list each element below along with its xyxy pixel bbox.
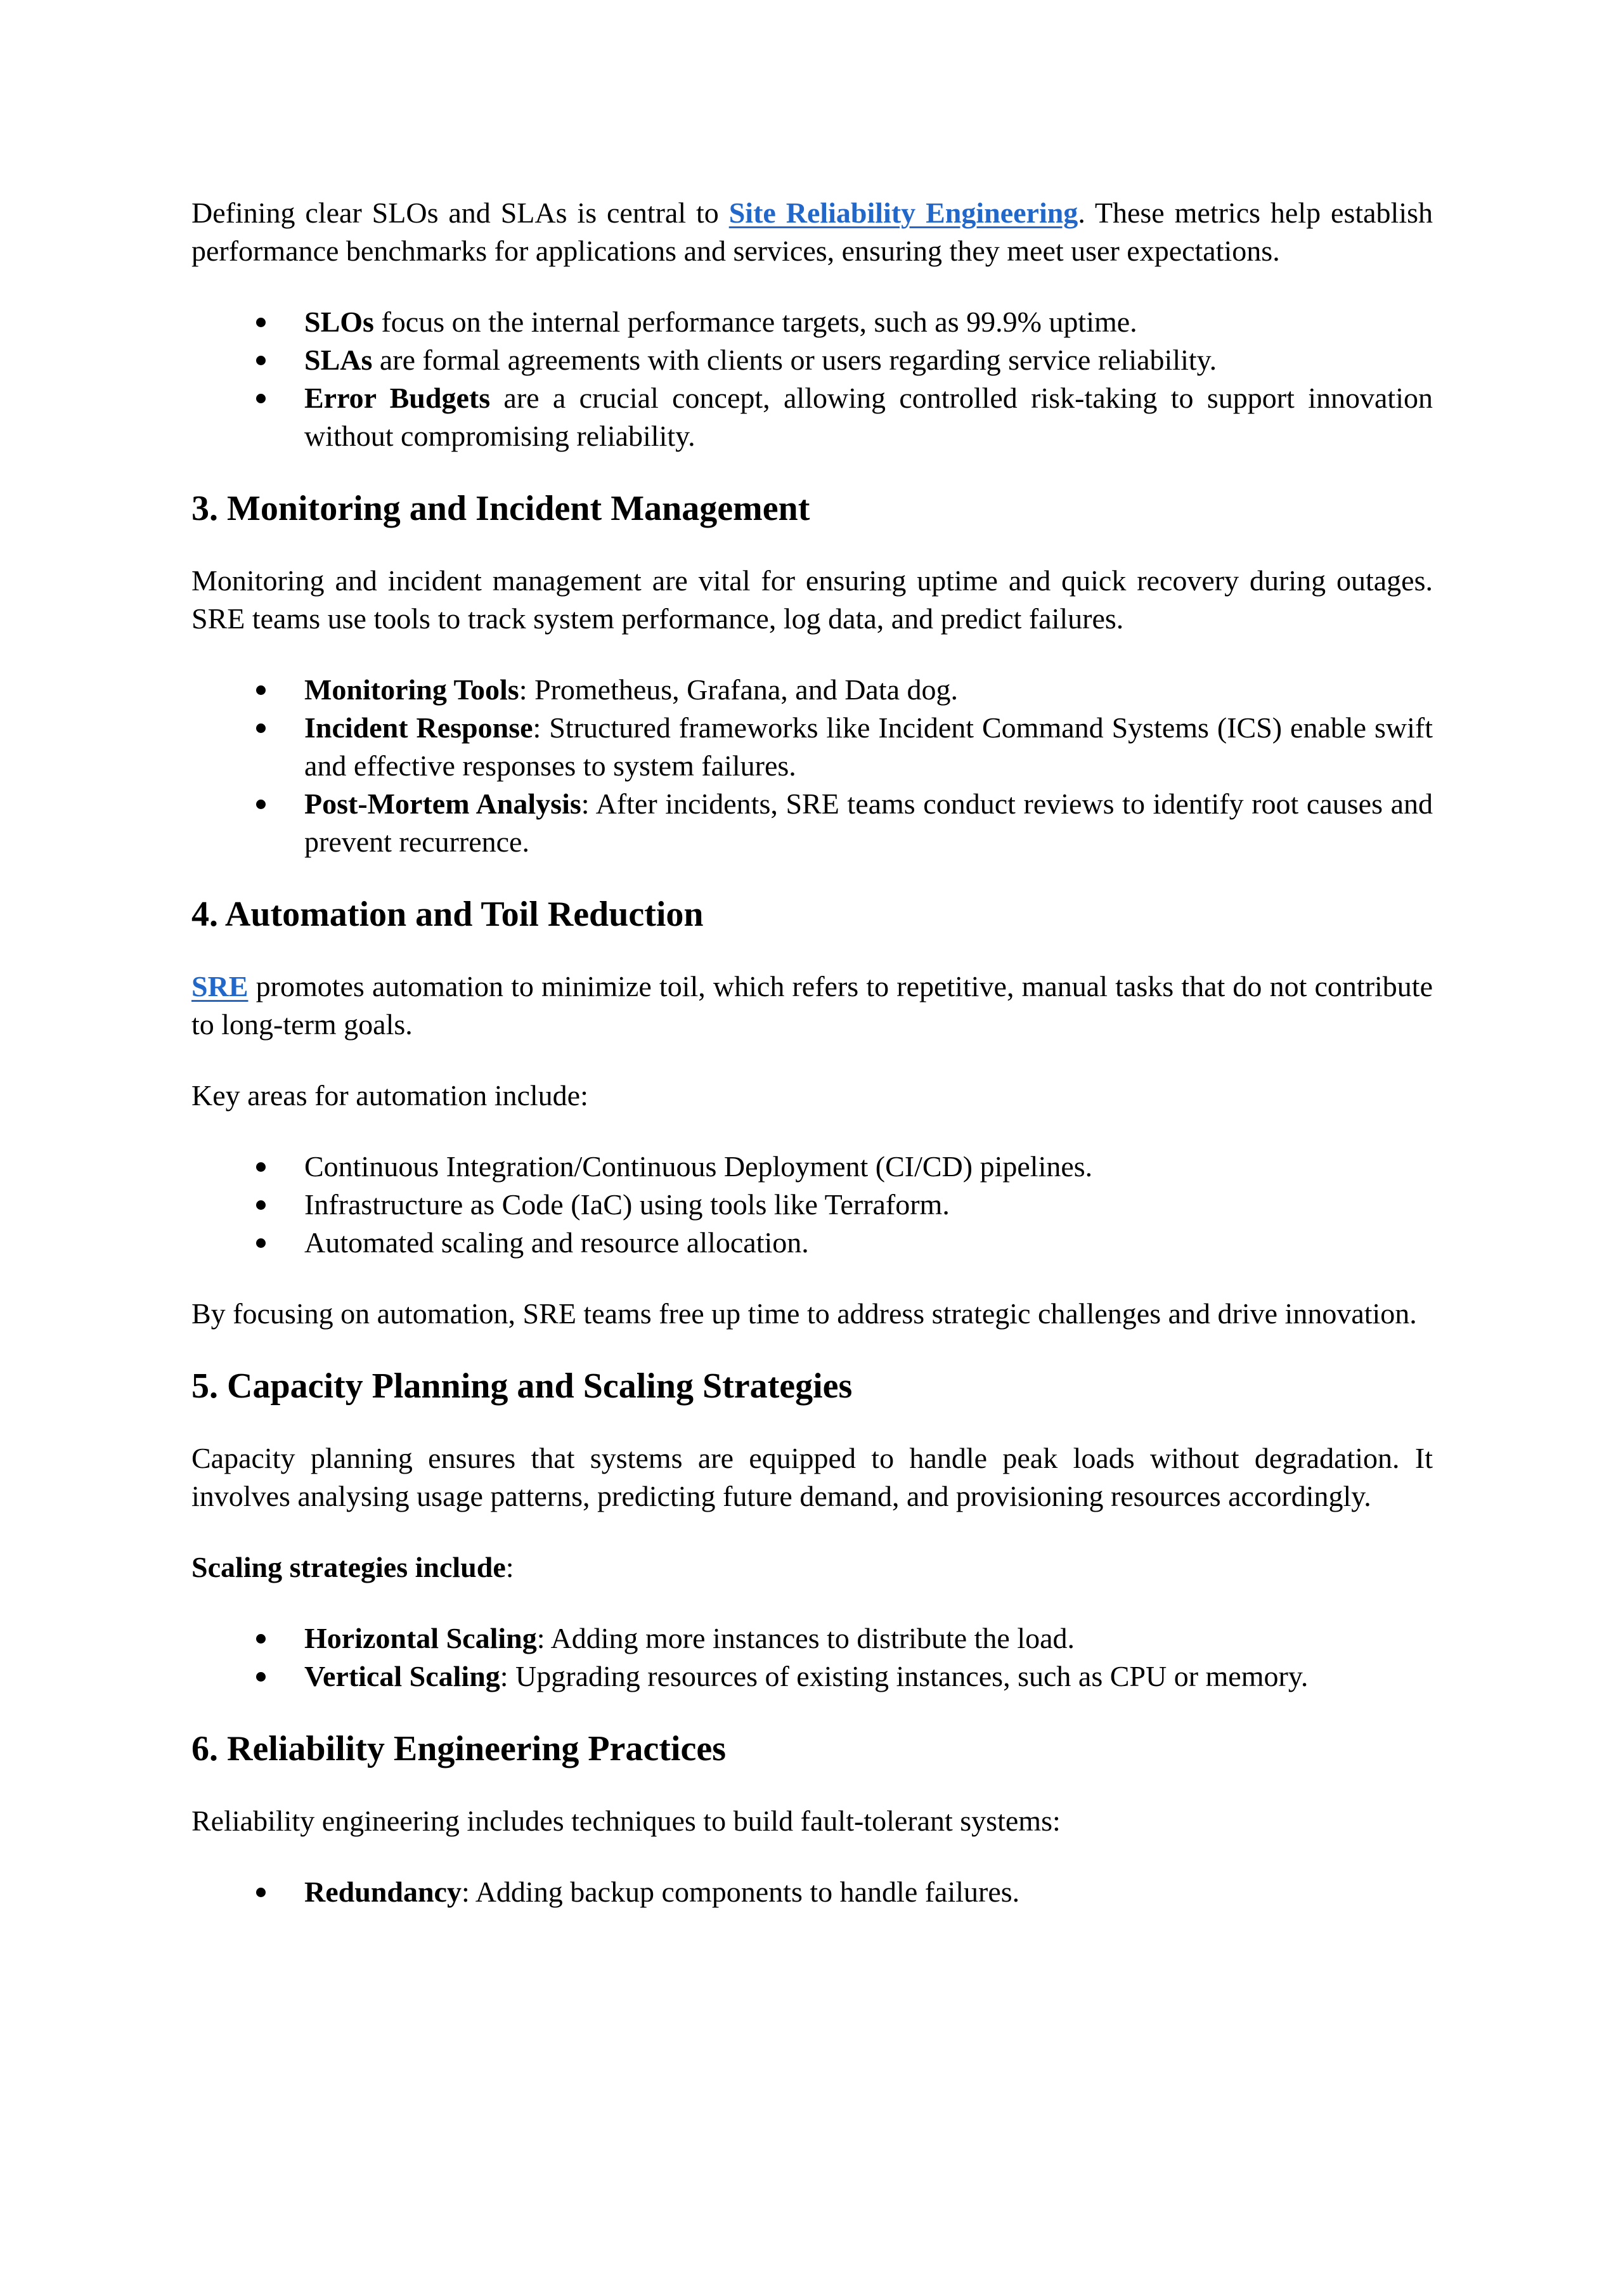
list-item-text: : Adding backup components to handle failures.	[461, 1876, 1020, 1908]
list-item-text: are formal agreements with clients or users regarding service reliability.	[372, 344, 1217, 376]
list-item-lead: Error Budgets	[304, 382, 491, 414]
list-item-text: : After incidents, SRE teams conduct reviews to identify root causes and prevent recurrence.	[304, 788, 1433, 858]
list-item-lead: Post-Mortem Analysis	[304, 788, 581, 820]
list-item	[304, 1148, 1433, 1186]
scaling-list	[191, 1619, 1433, 1696]
section-heading-reliability: 6. Reliability Engineering Practices	[191, 1729, 726, 1768]
bullet-icon	[256, 785, 266, 823]
key-areas-paragraph: Key areas for automation include:	[191, 1079, 588, 1112]
list-item	[304, 671, 1433, 709]
list-item-lead: Monitoring Tools	[304, 673, 519, 706]
bullet-icon	[256, 1873, 266, 1911]
list-item-lead: Incident Response	[304, 711, 533, 744]
scaling-strategies-label	[191, 1548, 1433, 1586]
list-item-lead: Redundancy	[304, 1876, 462, 1908]
automation-paragraph	[191, 968, 1433, 1044]
list-item	[304, 1873, 1433, 1911]
bullet-icon	[256, 303, 266, 341]
automation-list	[191, 1148, 1433, 1262]
section-heading-capacity: 5. Capacity Planning and Scaling Strategies	[191, 1366, 853, 1406]
list-item-lead: Vertical Scaling	[304, 1660, 500, 1692]
list-item	[304, 1186, 1433, 1224]
list-item-text: : Upgrading resources of existing instances, such as CPU or memory.	[500, 1660, 1309, 1692]
bullet-icon	[256, 1186, 266, 1224]
bullet-icon	[256, 379, 266, 417]
bullet-icon	[256, 1619, 266, 1657]
list-item-text: Automated scaling and resource allocation.	[304, 1226, 809, 1259]
list-item-lead: Horizontal Scaling	[304, 1622, 537, 1654]
reliability-list	[191, 1873, 1433, 1911]
bullet-icon	[256, 671, 266, 709]
list-item-text: : Adding more instances to distribute the load.	[536, 1622, 1075, 1654]
list-item	[304, 379, 1433, 455]
list-item-text: are a crucial concept, allowing controlled risk-taking to support innovation without compromising reliability.	[304, 382, 1433, 452]
intro-text-before: Defining clear SLOs and SLAs is central to	[191, 197, 729, 229]
list-item	[304, 341, 1433, 379]
bullet-icon	[256, 709, 266, 747]
section-heading-automation: 4. Automation and Toil Reduction	[191, 895, 704, 934]
list-item-text: : Prometheus, Grafana, and Data dog.	[519, 673, 959, 706]
list-item-text: focus on the internal performance targets, such as 99.9% uptime.	[373, 306, 1137, 338]
monitoring-paragraph: Monitoring and incident management are vital for ensuring uptime and quick recovery during outages. SRE teams use tools to track system performance, log data, and predict failures.	[191, 564, 1433, 635]
list-item-text: Continuous Integration/Continuous Deployment (CI/CD) pipelines.	[304, 1150, 1093, 1183]
automation-closing-paragraph: By focusing on automation, SRE teams free up time to address strategic challenges and drive innovation.	[191, 1297, 1417, 1330]
intro-paragraph	[191, 194, 1433, 270]
list-item-text: : Structured frameworks like Incident Command Systems (ICS) enable swift and effective responses to system failures.	[304, 711, 1433, 782]
list-item-text: Infrastructure as Code (IaC) using tools like Terraform.	[304, 1188, 950, 1221]
list-item-lead: SLAs	[304, 344, 373, 376]
list-item	[304, 709, 1433, 785]
list-item	[304, 1619, 1433, 1657]
bullet-icon	[256, 341, 266, 379]
sre-link[interactable]: SRE	[191, 970, 249, 1002]
site-reliability-engineering-link[interactable]: Site Reliability Engineering	[728, 197, 1078, 229]
list-item	[304, 1224, 1433, 1262]
bullet-icon	[256, 1148, 266, 1186]
list-item	[304, 785, 1433, 861]
scaling-strategies-lead: Scaling strategies include	[191, 1551, 506, 1583]
intro-text-after: . These metrics help establish performance benchmarks for applications and services, ensuring they meet user expectations.	[191, 197, 1433, 267]
list-item	[304, 303, 1433, 341]
section-heading-monitoring: 3. Monitoring and Incident Management	[191, 489, 810, 528]
list-item-lead: SLOs	[304, 306, 374, 338]
capacity-paragraph: Capacity planning ensures that systems are equipped to handle peak loads without degradation. It involves analysing usage patterns, predicting future demand, and provisioning resources accordingly.	[191, 1442, 1433, 1512]
automation-text-after-link: promotes automation to minimize toil, which refers to repetitive, manual tasks that do not contribute to long-term goals.	[191, 970, 1433, 1041]
reliability-paragraph: Reliability engineering includes techniques to build fault-tolerant systems:	[191, 1805, 1061, 1837]
bullet-icon	[256, 1657, 266, 1696]
monitoring-list	[191, 671, 1433, 861]
bullet-icon	[256, 1224, 266, 1262]
slo-sla-list	[191, 303, 1433, 455]
scaling-strategies-colon: :	[505, 1551, 514, 1583]
list-item	[304, 1657, 1433, 1696]
